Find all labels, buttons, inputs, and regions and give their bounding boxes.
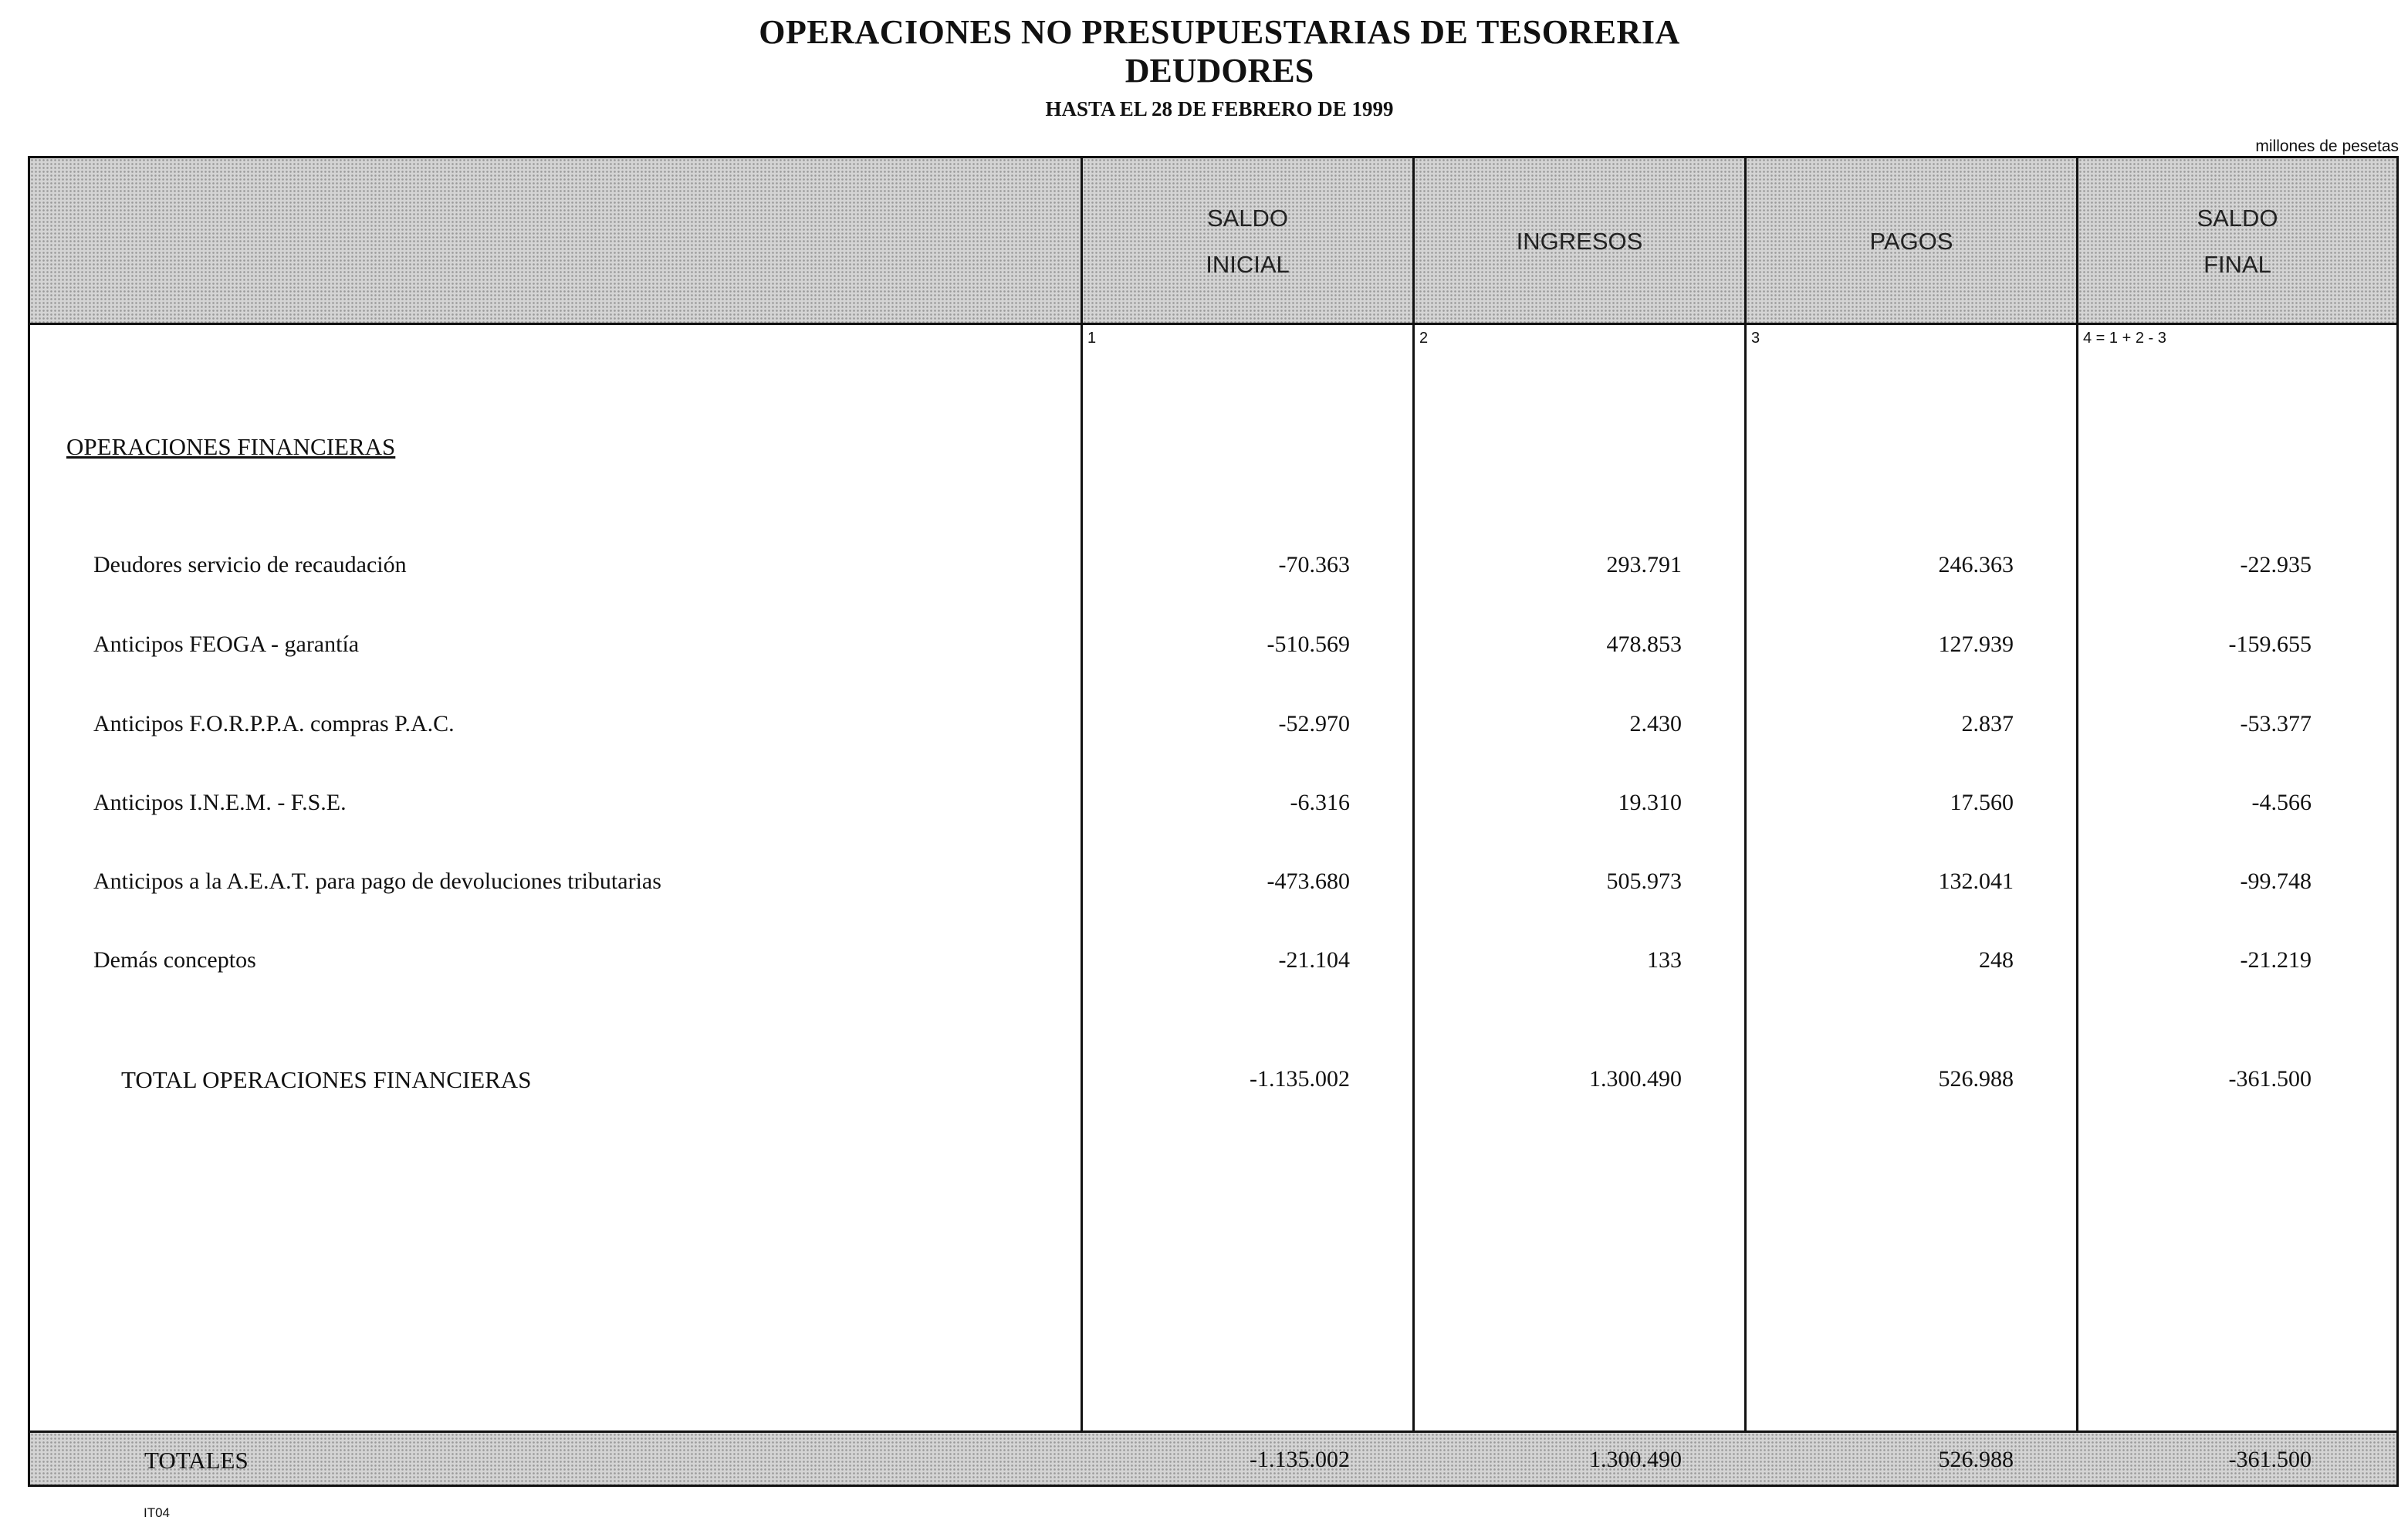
column-divider bbox=[1744, 158, 1747, 1485]
cell-ingresos: 19.310 bbox=[1618, 790, 1682, 815]
row-label: Anticipos a la A.E.A.T. para pago de devoluciones tributarias bbox=[93, 868, 661, 894]
cell-saldo-inicial: -21.104 bbox=[1278, 947, 1350, 973]
totals-label: TOTALES bbox=[144, 1447, 249, 1474]
row-label: Demás conceptos bbox=[93, 947, 256, 973]
report-title: OPERACIONES NO PRESUPUESTARIAS DE TESORERIA bbox=[759, 13, 1680, 51]
subtotal-saldo-final: -361.500 bbox=[2228, 1066, 2312, 1092]
column-number: 4 = 1 + 2 - 3 bbox=[2083, 330, 2166, 347]
cell-saldo-final: -21.219 bbox=[2240, 947, 2312, 973]
subtotal-label: TOTAL OPERACIONES FINANCIERAS bbox=[121, 1066, 532, 1093]
column-header-line: SALDO bbox=[1206, 205, 1289, 232]
column-header-saldo-final bbox=[2078, 158, 2396, 325]
column-divider bbox=[2076, 158, 2078, 1485]
column-header-line: PAGOS bbox=[1869, 228, 1953, 255]
totals-row bbox=[30, 1431, 2396, 1485]
cell-saldo-inicial: -473.680 bbox=[1267, 868, 1350, 894]
cell-pagos: 246.363 bbox=[1938, 552, 2014, 577]
cell-saldo-inicial: -52.970 bbox=[1278, 711, 1350, 736]
totals-ingresos: 1.300.490 bbox=[1589, 1447, 1682, 1472]
row-label: Anticipos FEOGA - garantía bbox=[93, 631, 360, 657]
subtotal-ingresos: 1.300.490 bbox=[1589, 1066, 1682, 1092]
column-divider bbox=[1412, 158, 1415, 1485]
cell-saldo-inicial: -70.363 bbox=[1278, 552, 1350, 577]
subtotal-saldo-inicial: -1.135.002 bbox=[1250, 1066, 1350, 1092]
cell-saldo-final: -159.655 bbox=[2228, 631, 2312, 657]
cell-ingresos: 293.791 bbox=[1606, 552, 1682, 577]
totals-pagos: 526.988 bbox=[1938, 1447, 2014, 1472]
cell-saldo-final: -53.377 bbox=[2240, 711, 2312, 736]
header-blank-cell bbox=[30, 158, 1081, 325]
cell-pagos: 132.041 bbox=[1938, 868, 2014, 894]
column-header-line: SALDO bbox=[2197, 205, 2278, 232]
units-label: millones de pesetas bbox=[2255, 137, 2399, 155]
cell-saldo-final: -22.935 bbox=[2240, 552, 2312, 577]
column-header-ingresos bbox=[1415, 158, 1744, 325]
report-date-range: HASTA EL 28 DE FEBRERO DE 1999 bbox=[1045, 97, 1394, 120]
cell-ingresos: 2.430 bbox=[1629, 711, 1682, 736]
cell-ingresos: 133 bbox=[1647, 947, 1682, 973]
column-number: 2 bbox=[1419, 330, 1429, 347]
totals-saldo-inicial: -1.135.002 bbox=[1250, 1447, 1350, 1472]
totals-saldo-final: -361.500 bbox=[2228, 1447, 2312, 1472]
cell-pagos: 2.837 bbox=[1961, 711, 2014, 736]
column-header-line: INGRESOS bbox=[1516, 228, 1643, 255]
cell-saldo-inicial: -6.316 bbox=[1290, 790, 1350, 815]
column-number: 3 bbox=[1751, 330, 1760, 347]
cell-saldo-final: -99.748 bbox=[2240, 868, 2312, 894]
cell-pagos: 17.560 bbox=[1950, 790, 2014, 815]
section-title: OPERACIONES FINANCIERAS bbox=[66, 433, 396, 460]
subtotal-pagos: 526.988 bbox=[1938, 1066, 2014, 1092]
row-label: Anticipos I.N.E.M. - F.S.E. bbox=[93, 790, 347, 815]
column-header-pagos bbox=[1747, 158, 2076, 325]
cell-ingresos: 478.853 bbox=[1606, 631, 1682, 657]
column-divider bbox=[1081, 158, 1083, 1485]
deudores-table bbox=[28, 156, 2399, 1487]
row-label: Anticipos F.O.R.P.P.A. compras P.A.C. bbox=[93, 711, 455, 736]
column-header-saldo-inicial bbox=[1083, 158, 1412, 325]
footer-code: IT04 bbox=[144, 1505, 171, 1520]
cell-saldo-final: -4.566 bbox=[2251, 790, 2312, 815]
cell-pagos: 127.939 bbox=[1938, 631, 2014, 657]
column-header-line: INICIAL bbox=[1206, 251, 1290, 278]
column-number: 1 bbox=[1087, 330, 1097, 347]
cell-pagos: 248 bbox=[1979, 947, 2014, 973]
cell-ingresos: 505.973 bbox=[1606, 868, 1682, 894]
report-subtitle-deudores: DEUDORES bbox=[1125, 52, 1314, 90]
cell-saldo-inicial: -510.569 bbox=[1267, 631, 1350, 657]
row-label: Deudores servicio de recaudación bbox=[93, 552, 407, 577]
column-header-line: FINAL bbox=[2203, 251, 2271, 278]
